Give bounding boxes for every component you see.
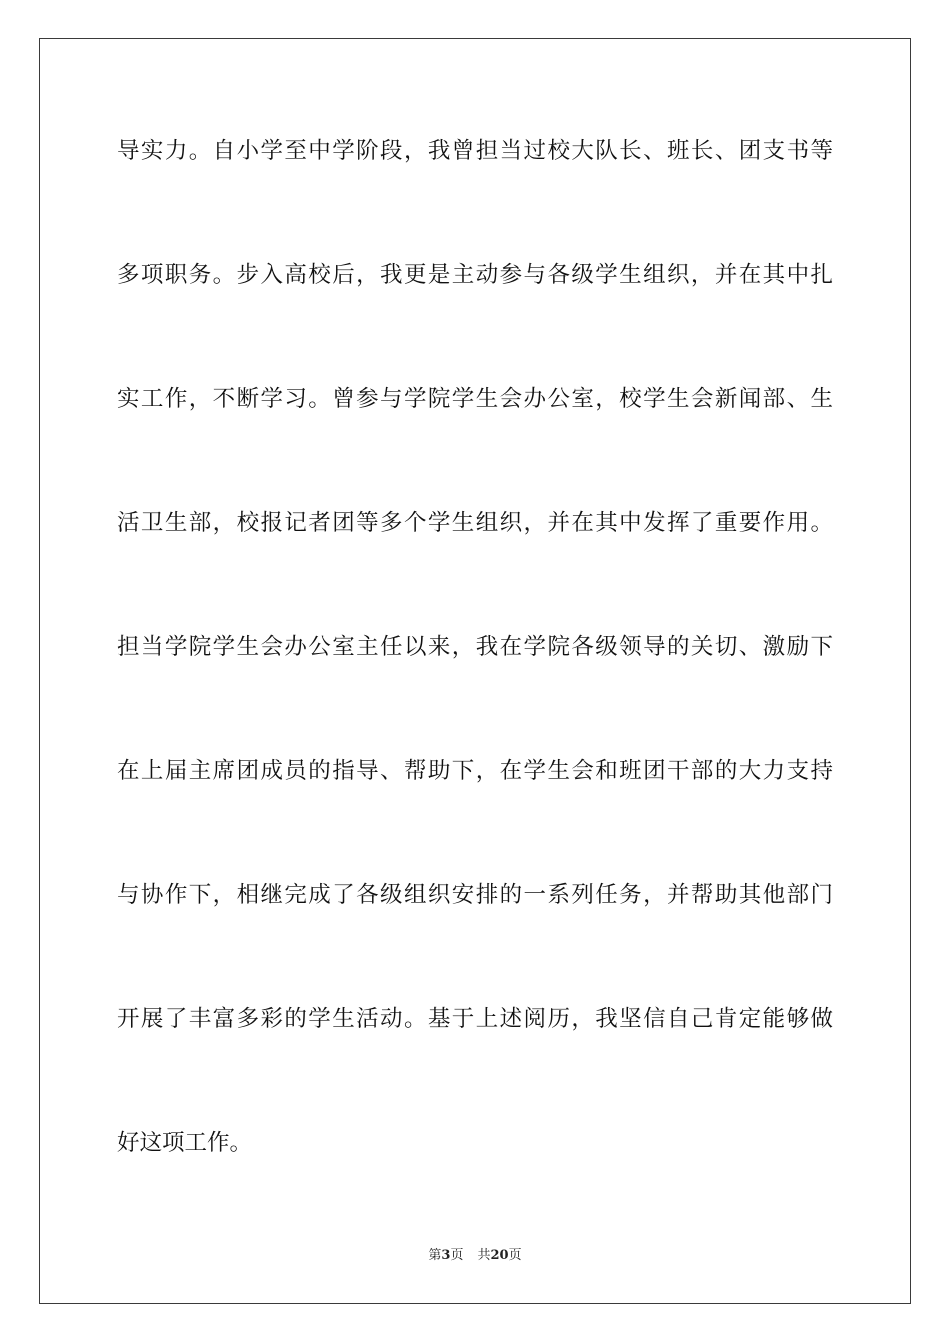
page-border [39, 38, 911, 1304]
text-line: 开展了丰富多彩的学生活动。基于上述阅历，我坚信自己肯定能够做 [117, 1006, 833, 1032]
page-suffix: 页 [450, 1248, 464, 1263]
text-line: 好这项工作。 [117, 1130, 253, 1156]
text-line: 实工作，不断学习。曾参与学院学生会办公室，校学生会新闻部、生 [117, 386, 833, 412]
text-line: 担当学院学生会办公室主任以来，我在学院各级领导的关切、激励下 [117, 634, 833, 660]
total-pages: 20 [490, 1248, 509, 1263]
text-line: 多项职务。步入高校后，我更是主动参与各级学生组织，并在其中扎 [117, 262, 833, 288]
page-number: 3 [441, 1248, 451, 1263]
text-line: 导实力。自小学至中学阶段，我曾担当过校大队长、班长、团支书等 [117, 138, 833, 164]
total-suffix: 页 [508, 1248, 522, 1263]
text-line: 在上届主席团成员的指导、帮助下，在学生会和班团干部的大力支持 [117, 758, 833, 784]
page-prefix: 第 [428, 1248, 442, 1263]
text-line: 与协作下，相继完成了各级组织安排的一系列任务，并帮助其他部门 [117, 882, 833, 908]
page-footer [0, 1247, 950, 1265]
text-line: 活卫生部，校报记者团等多个学生组织，并在其中发挥了重要作用。 [117, 510, 833, 536]
total-prefix: 共 [477, 1248, 491, 1263]
